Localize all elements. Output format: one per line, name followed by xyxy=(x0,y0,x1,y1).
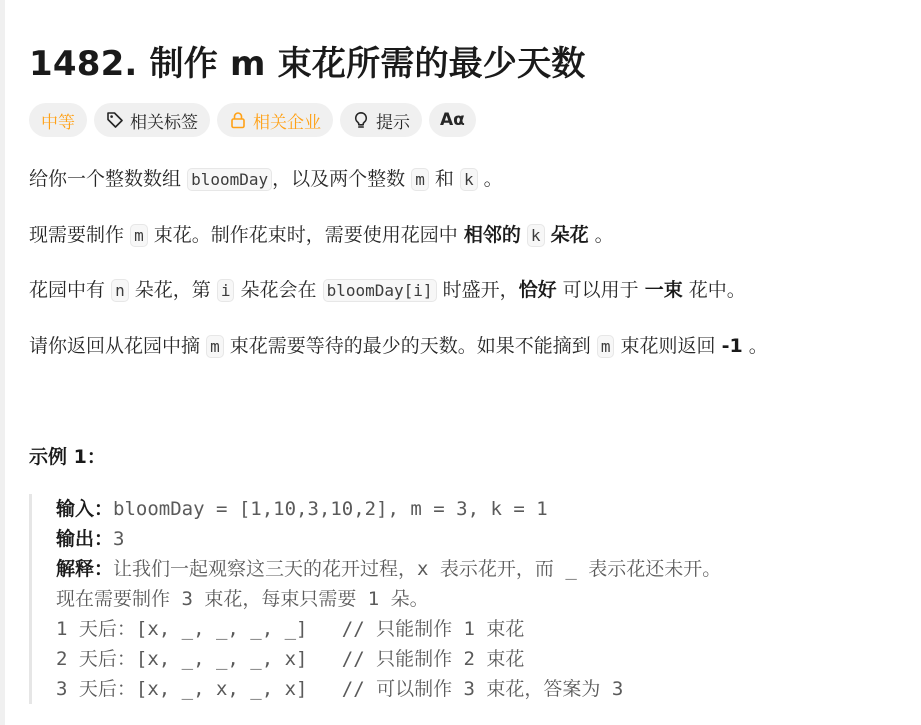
output-value: 3 xyxy=(113,528,125,550)
inline-code: k xyxy=(527,224,545,247)
example-detail-line: 1 天后：[x, _, _, _, _] // 只能制作 1 束花 xyxy=(56,618,525,640)
related-companies-label: 相关企业 xyxy=(253,112,321,133)
example-title: 示例 1： xyxy=(29,446,106,468)
hint-button[interactable] xyxy=(340,103,422,137)
left-panel-divider xyxy=(0,0,5,725)
related-tags-button[interactable] xyxy=(94,103,210,137)
translate-icon: Aα xyxy=(440,110,465,130)
inline-code: i xyxy=(217,279,235,302)
example-detail-line: 现在需要制作 3 束花，每束只需要 1 朵。 xyxy=(56,588,429,610)
hint-label: 提示 xyxy=(376,112,410,133)
explain-label: 解释： xyxy=(56,558,114,580)
description-paragraph-4: 请你返回从花园中摘 m 束花需要等待的最少的天数。如果不能摘到 m 束花则返回 -1 。 xyxy=(29,335,768,357)
bold-text: -1 xyxy=(721,335,743,357)
translate-button[interactable] xyxy=(429,103,476,137)
difficulty-badge xyxy=(29,103,87,137)
lightbulb-icon xyxy=(352,111,370,129)
inline-code: n xyxy=(111,279,129,302)
tag-bar xyxy=(29,103,476,137)
bold-text: 朵花 xyxy=(550,224,589,246)
input-value: bloomDay = [1,10,3,10,2], m = 3, k = 1 xyxy=(113,498,548,520)
inline-code: k xyxy=(460,168,478,191)
explain-value: 让我们一起观察这三天的花开过程，x 表示花开，而 _ 表示花还未开。 xyxy=(113,558,722,580)
difficulty-label: 中等 xyxy=(41,112,75,133)
lock-icon xyxy=(229,111,247,129)
example-input-line xyxy=(56,494,721,524)
inline-code: m xyxy=(411,168,429,191)
page-title: 1482. 制作 m 束花所需的最少天数 xyxy=(29,44,586,84)
example-block xyxy=(29,494,721,704)
bold-text: 恰好 xyxy=(518,279,557,301)
related-tags-label: 相关标签 xyxy=(130,112,198,133)
example-explain-line xyxy=(56,554,721,584)
description-paragraph-1: 给你一个整数数组 bloomDay ，以及两个整数 m 和 k 。 xyxy=(29,168,503,190)
inline-code: m xyxy=(130,224,148,247)
example-output-line xyxy=(56,524,721,554)
tag-icon xyxy=(106,111,124,129)
example-detail-line: 3 天后：[x, _, x, _, x] // 可以制作 3 束花，答案为 3 xyxy=(56,678,624,700)
inline-code: bloomDay[i] xyxy=(323,279,437,302)
inline-code: m xyxy=(597,335,615,358)
bold-text: 一束 xyxy=(644,279,683,301)
example-detail-line: 2 天后：[x, _, _, _, x] // 只能制作 2 束花 xyxy=(56,648,525,670)
description-paragraph-3: 花园中有 n 朵花，第 i 朵花会在 bloomDay[i] 时盛开，恰好 可以用于 一束 花中。 xyxy=(29,279,746,301)
description-paragraph-2: 现需要制作 m 束花。制作花束时，需要使用花园中 相邻的 k 朵花 。 xyxy=(29,224,614,246)
inline-code: bloomDay xyxy=(187,168,272,191)
inline-code: m xyxy=(206,335,224,358)
input-label: 输入： xyxy=(56,498,114,520)
output-label: 输出： xyxy=(56,528,114,550)
related-companies-button[interactable] xyxy=(217,103,333,137)
bold-text: 相邻的 xyxy=(463,224,521,246)
